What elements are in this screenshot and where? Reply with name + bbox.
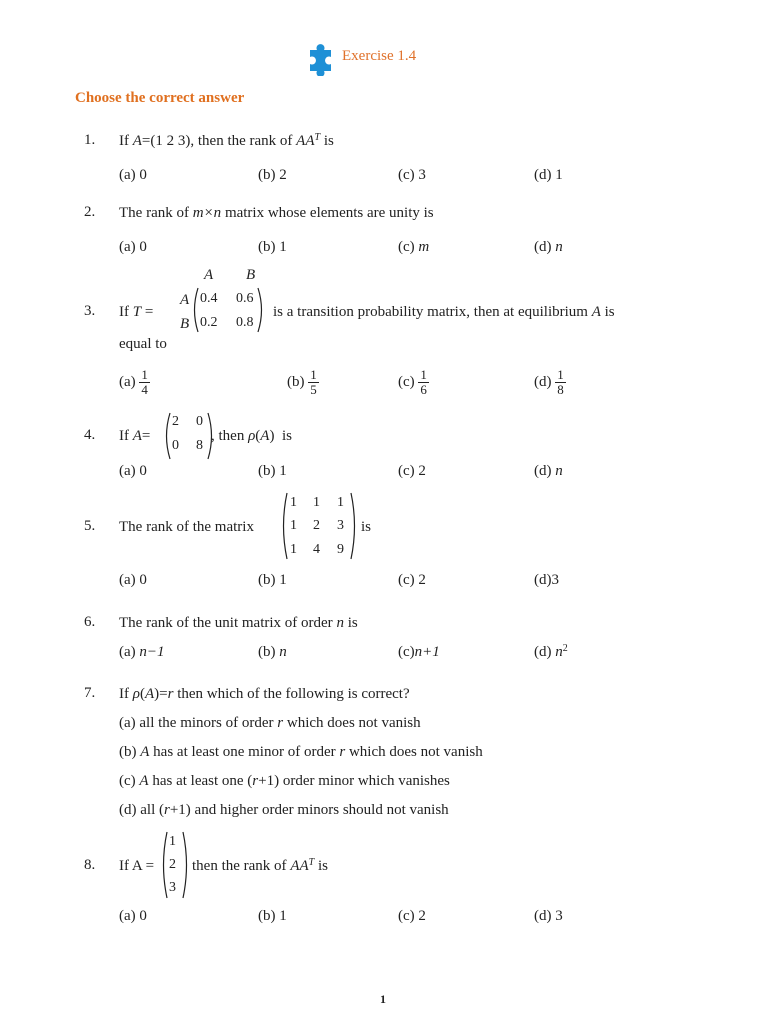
q5-m32: 4 (313, 542, 320, 557)
q5-m22: 2 (313, 518, 320, 533)
q3-option-a[interactable]: (a) $\frac{1}{4}$ (119, 367, 148, 397)
q8-text-lead: If A = (119, 858, 155, 874)
q1-number: 1. (84, 132, 96, 148)
q8-number: 8. (84, 857, 96, 873)
q2-text: The rank of m×n matrix whose elements are unity is (119, 205, 434, 221)
q4-option-b[interactable]: (b) 1 (258, 463, 287, 479)
q5-m33: 9 (337, 542, 344, 557)
q7-number: 7. (84, 685, 96, 701)
q4-m21: 0 (172, 438, 179, 453)
q3-row-label-b: B (180, 316, 190, 332)
q7-option-a[interactable]: (a) all the minors of order r which does not vanish (119, 715, 421, 731)
q3-option-b[interactable]: (b) $\frac{1}{5}$ (287, 367, 317, 397)
q5-m12: 1 (313, 495, 320, 510)
q1-option-a[interactable]: (a) 0 (119, 167, 147, 183)
q1-option-b[interactable]: (b) 2 (258, 167, 287, 183)
q6-option-a[interactable]: (a) n−1 (119, 644, 165, 660)
q3-option-c[interactable]: (c) $\frac{1}{6}$ (398, 367, 427, 397)
q3-m22: 0.8 (236, 315, 254, 330)
section-title: Choose the correct answer (75, 90, 245, 106)
q4-matrix-brackets (163, 411, 215, 461)
q7-option-d[interactable]: (d) all (r+1) and higher order minors should not vanish (119, 802, 449, 818)
q4-m11: 2 (172, 414, 179, 429)
q5-text-tail: is (361, 519, 372, 535)
q8-option-a[interactable]: (a) 0 (119, 908, 147, 924)
q5-m11: 1 (290, 495, 297, 510)
fraction: $\frac{1}{8}$ (557, 367, 564, 397)
q3-text-lead: If T = (119, 304, 154, 320)
q8-text-tail: then the rank of $AA^T$ is (192, 857, 328, 874)
puzzle-icon (304, 42, 338, 76)
q5-option-d[interactable]: (d)3 (534, 572, 559, 588)
q4-option-c[interactable]: (c) 2 (398, 463, 426, 479)
q4-option-d[interactable]: (d) n (534, 463, 563, 479)
q2-option-c[interactable]: (c) m (398, 239, 430, 255)
q6-option-b[interactable]: (b) n (258, 644, 287, 660)
q5-option-c[interactable]: (c) 2 (398, 572, 426, 588)
fraction: $\frac{1}{5}$ (310, 367, 317, 397)
q2-option-a[interactable]: (a) 0 (119, 239, 147, 255)
q3-m11: 0.4 (200, 291, 218, 306)
q5-text: The rank of the matrix (119, 519, 254, 535)
q5-m21: 1 (290, 518, 297, 533)
q8-v2: 2 (169, 857, 176, 872)
q5-option-b[interactable]: (b) 1 (258, 572, 287, 588)
q8-v3: 3 (169, 880, 176, 895)
q1-option-d[interactable]: (d) 1 (534, 167, 563, 183)
q6-number: 6. (84, 614, 96, 630)
q5-m31: 1 (290, 542, 297, 557)
q7-option-c[interactable]: (c) A has at least one (r+1) order minor which vanishes (119, 773, 450, 789)
q3-text-tail: is a transition probability matrix, then at equilibrium A is (273, 304, 615, 320)
q5-option-a[interactable]: (a) 0 (119, 572, 147, 588)
q1-option-c[interactable]: (c) 3 (398, 167, 426, 183)
q8-option-c[interactable]: (c) 2 (398, 908, 426, 924)
q3-m12: 0.6 (236, 291, 254, 306)
q6-option-c[interactable]: (c)n+1 (398, 644, 440, 660)
q8-option-d[interactable]: (d) 3 (534, 908, 563, 924)
q4-option-a[interactable]: (a) 0 (119, 463, 147, 479)
q3-row-label-a: A (180, 292, 190, 308)
q8-v1: 1 (169, 834, 176, 849)
q7-text: If ρ(A)=r then which of the following is correct? (119, 686, 410, 702)
q5-m13: 1 (337, 495, 344, 510)
q4-text-lead: If A= (119, 428, 151, 444)
q4-m22: 8 (196, 438, 203, 453)
q5-number: 5. (84, 518, 96, 534)
q3-col-label-b: B (246, 267, 256, 283)
q4-m12: 0 (196, 414, 203, 429)
q2-option-d[interactable]: (d) n (534, 239, 563, 255)
q6-option-d[interactable]: (d) $n^2$ (534, 643, 568, 660)
page-number: 1 (380, 992, 386, 1006)
q3-text-cont: equal to (119, 336, 167, 352)
q2-number: 2. (84, 204, 96, 220)
q2-option-b[interactable]: (b) 1 (258, 239, 287, 255)
q6-text: The rank of the unit matrix of order n is (119, 615, 358, 631)
q4-text-tail: , then ρ(A) is (211, 428, 292, 444)
exercise-title: Exercise 1.4 (342, 48, 417, 64)
q3-number: 3. (84, 303, 96, 319)
q7-option-b[interactable]: (b) A has at least one minor of order r which does not vanish (119, 744, 483, 760)
q3-col-label-a: A (204, 267, 214, 283)
q3-m21: 0.2 (200, 315, 218, 330)
fraction: $\frac{1}{4}$ (141, 367, 148, 397)
q3-option-d[interactable]: (d) $\frac{1}{8}$ (534, 367, 564, 397)
q5-m23: 3 (337, 518, 344, 533)
q1-text: If A=(1 2 3), then the rank of $AA^T$ is (119, 132, 334, 149)
q4-number: 4. (84, 427, 96, 443)
q8-option-b[interactable]: (b) 1 (258, 908, 287, 924)
fraction: $\frac{1}{6}$ (420, 367, 427, 397)
